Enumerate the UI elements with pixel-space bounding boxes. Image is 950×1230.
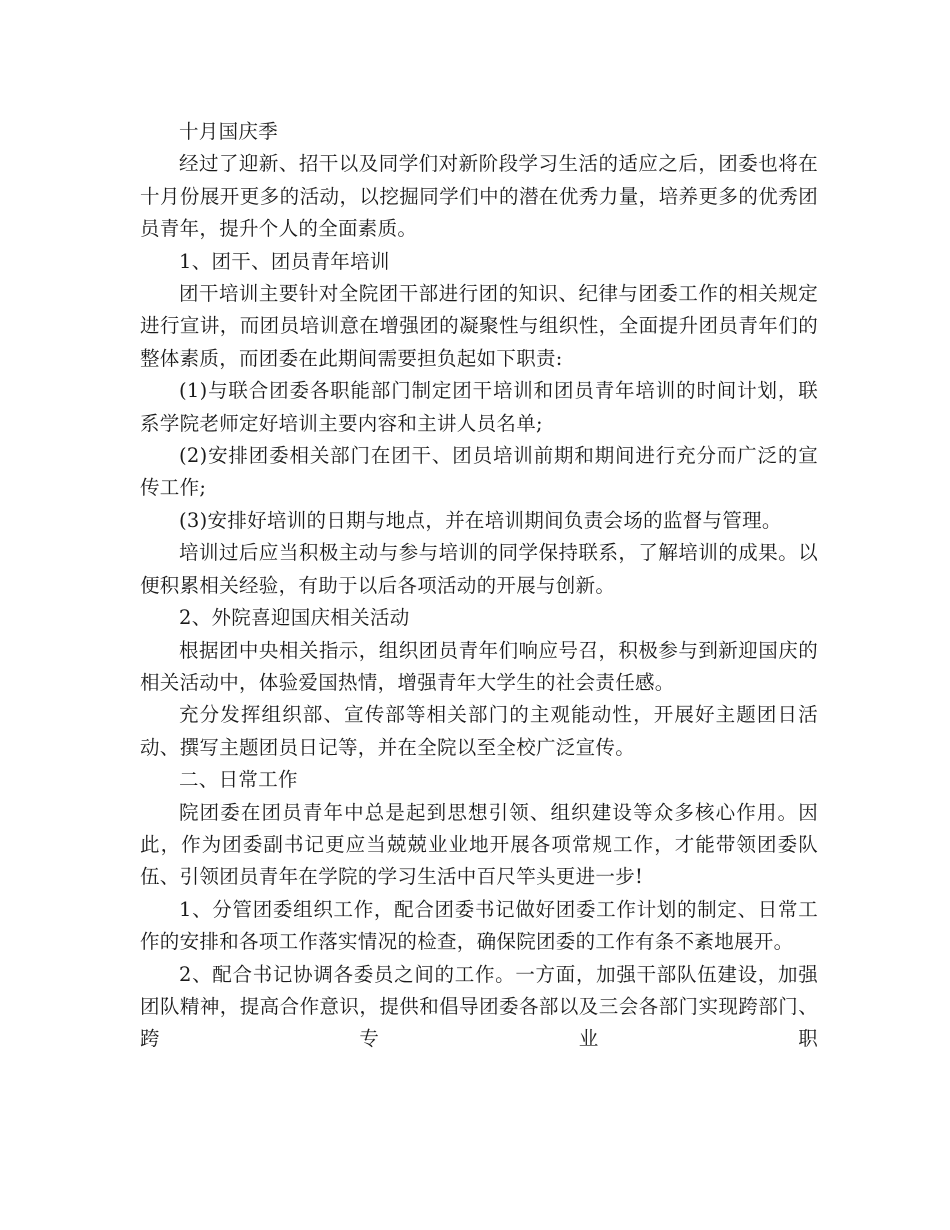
paragraph: 充分发挥组织部、宣传部等相关部门的主观能动性，开展好主题团日活动、撰写主题团员日记等，并在全院以至全校广泛宣传。: [140, 703, 818, 759]
paragraph: 院团委在团员青年中总是起到思想引领、组织建设等众多核心作用。因此，作为团委副书记更应当兢兢业业地开展各项常规工作，才能带领团委队伍、引领团员青年在学院的学习生活中百尺竿头更进一步!: [140, 800, 818, 889]
list-item: (3)安排好培训的日期与地点，并在培训期间负责会场的监督与管理。: [179, 508, 782, 532]
paragraph: 1、分管团委组织工作，配合团委书记做好团委工作计划的制定、日常工作的安排和各项工作落实情况的检查，确保院团委的工作有条不紊地展开。: [140, 897, 818, 954]
paragraph: 根据团中央相关指示，组织团员青年们响应号召，积极参与到新迎国庆的相关活动中，体验爱国热情，增强青年大学生的社会责任感。: [140, 638, 818, 694]
paragraph: 团干培训主要针对全院团干部进行团的知识、纪律与团委工作的相关规定进行宣讲，而团员培训意在增强团的凝聚性与组织性，全面提升团员青年们的整体素质，而团委在此期间需要担负起如下职责:: [140, 282, 818, 370]
section-heading: 二、日常工作: [179, 768, 298, 792]
subsection-heading: 1、团干、团员青年培训: [179, 249, 390, 273]
paragraph: 2、配合书记协调各委员之间的工作。一方面，加强干部队伍建设，加强团队精神，提高合作意识，提供和倡导团委各部以及三会各部门实现跨部门、跨专业职: [140, 962, 818, 1051]
subsection-heading: 2、外院喜迎国庆相关活动: [179, 606, 410, 630]
paragraph: 培训过后应当积极主动与参与培训的同学保持联系，了解培训的成果。以便积累相关经验，有助于以后各项活动的开展与创新。: [140, 541, 818, 597]
document-body: [140, 116, 818, 1056]
paragraph: 经过了迎新、招干以及同学们对新阶段学习生活的适应之后，团委也将在十月份展开更多的活动，以挖掘同学们中的潜在优秀力量，培养更多的优秀团员青年，提升个人的全面素质。: [140, 152, 818, 241]
list-item: (2)安排团委相关部门在团干、团员培训前期和期间进行充分而广泛的宣传工作;: [140, 444, 818, 500]
section-heading: 十月国庆季: [179, 120, 279, 143]
list-item: (1)与联合团委各职能部门制定团干培训和团员青年培训的时间计划，联系学院老师定好培训主要内容和主讲人员名单;: [140, 379, 818, 435]
